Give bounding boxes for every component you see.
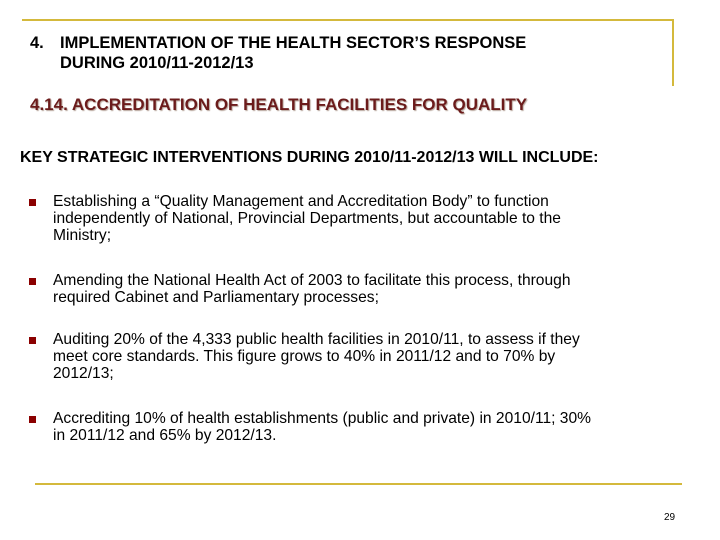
intro-text: KEY STRATEGIC INTERVENTIONS DURING 2010/11-2012/13 WILL INCLUDE:	[20, 149, 599, 166]
section-subheading: 4.14. ACCREDITATION OF HEALTH FACILITIES FOR QUALITY	[30, 95, 528, 114]
list-item-line: Amending the National Health Act of 2003 to facilitate this process, through	[53, 272, 571, 289]
list-item-line: Accrediting 10% of health establishments (public and private) in 2010/11; 30%	[53, 410, 592, 427]
title-line-2: DURING 2010/11-2012/13	[60, 54, 254, 72]
list-item-line: Auditing 20% of the 4,333 public health facilities in 2010/11, to assess if they	[53, 331, 580, 348]
list-item-text	[53, 331, 693, 382]
list-item-line: Ministry;	[53, 227, 112, 244]
list-item-text	[53, 272, 693, 306]
list-item-text	[53, 193, 693, 244]
top-frame-line	[22, 19, 674, 21]
page-number: 29	[664, 512, 676, 523]
bullet-square-icon	[29, 416, 36, 423]
title-text-1: IMPLEMENTATION OF THE HEALTH SECTOR’S RESPONSE	[60, 34, 527, 52]
bullet-square-icon	[29, 337, 36, 344]
list-item-line: Establishing a “Quality Management and Accreditation Body” to function	[53, 193, 549, 210]
list-item-line: independently of National, Provincial Departments, but accountable to the	[53, 210, 561, 227]
list-item-line: meet core standards. This figure grows to 40% in 2011/12 and to 70% by	[53, 348, 556, 365]
list-item-text	[53, 410, 693, 444]
list-item-line: 2012/13;	[53, 365, 114, 382]
list-item-line: in 2011/12 and 65% by 2012/13.	[53, 427, 277, 444]
title-line-1	[30, 33, 526, 53]
slide-title	[30, 33, 526, 73]
list-item-line: required Cabinet and Parliamentary processes;	[53, 289, 379, 306]
right-frame-line	[672, 19, 674, 86]
section-number: 4.	[30, 34, 44, 52]
bullet-square-icon	[29, 199, 36, 206]
bullet-square-icon	[29, 278, 36, 285]
bottom-frame-line	[35, 483, 682, 485]
